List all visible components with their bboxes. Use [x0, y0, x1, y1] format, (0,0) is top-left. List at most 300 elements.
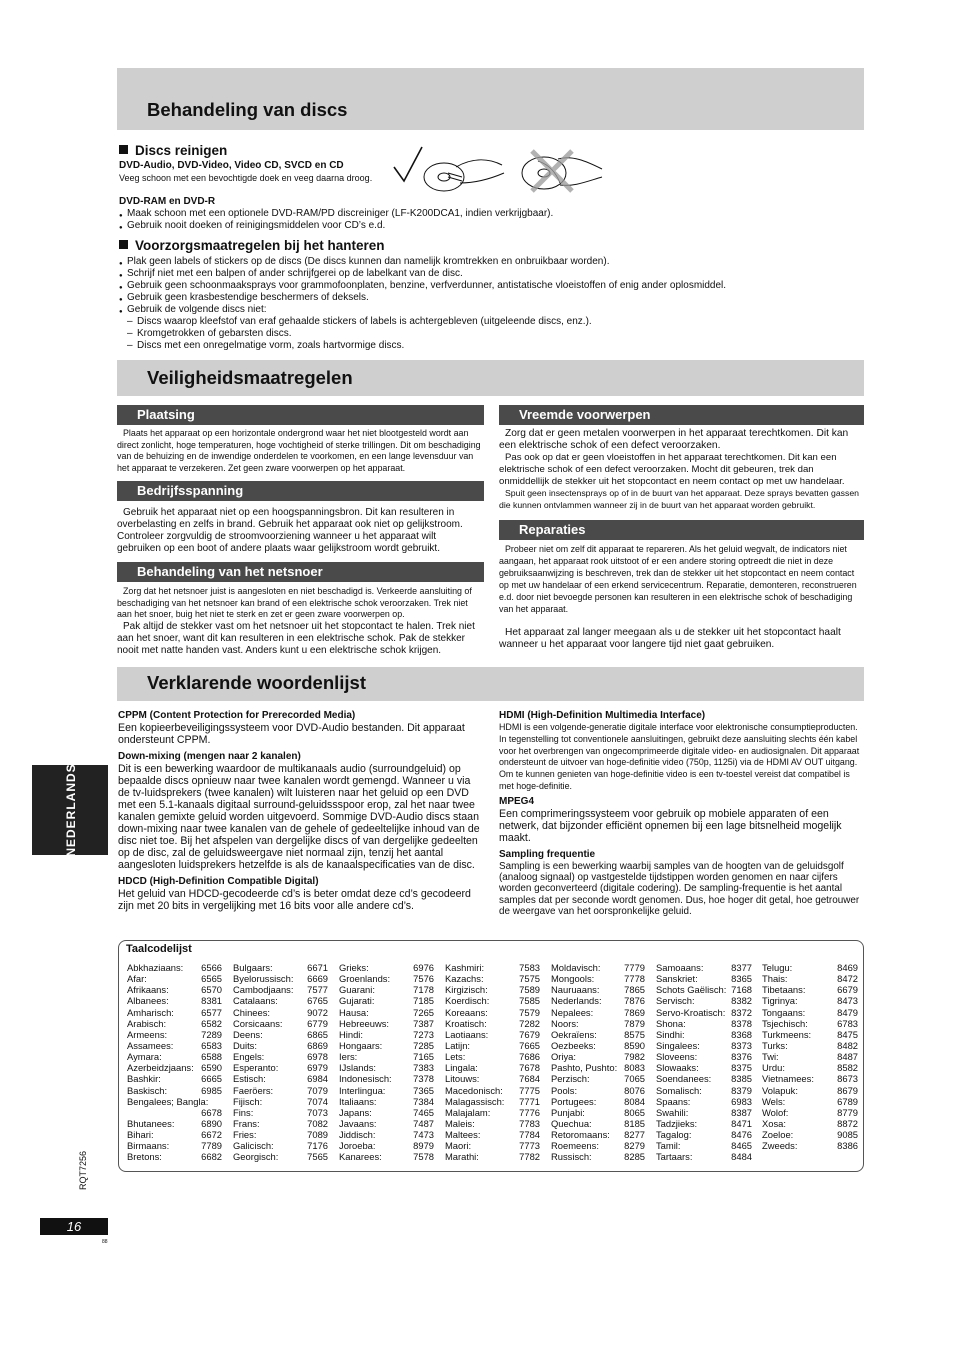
language-code: 8590 — [624, 1039, 645, 1051]
cleaning-subheading: DVD-Audio, DVD-Video, Video CD, SVCD en CD — [119, 160, 344, 171]
language-code: 9072 — [307, 1006, 328, 1018]
language-row — [233, 973, 328, 984]
language-name: Tongaans: — [762, 1006, 806, 1018]
language-name: Kirgizisch: — [445, 984, 488, 996]
language-row — [127, 984, 222, 995]
language-row — [656, 1018, 752, 1029]
language-row — [656, 1107, 752, 1118]
list-item: ● Maak schoon met een optionele DVD-RAM/PD discreiniger (LF-K200DCA1, indien verkrijgbaar). — [119, 208, 849, 220]
language-code: 7577 — [307, 984, 328, 996]
language-row — [445, 1151, 540, 1162]
language-code: 8076 — [624, 1084, 645, 1096]
language-name: Bretons: — [127, 1151, 162, 1163]
language-code: 7178 — [413, 984, 434, 996]
language-code: 8472 — [837, 973, 858, 985]
language-code: 7982 — [624, 1051, 645, 1063]
language-row — [656, 1085, 752, 1096]
language-code: 7565 — [307, 1151, 328, 1163]
glossary-definition: Dit is een bewerking waardoor de multikanaals audio (surroundgeluid) op bepaalde discs opnieuw naar twee kanalen wordt gemengd. Wanneer u via de tv-luidsprekers (twee kanalen) wilt luisteren naar het geluid op een DVD met een 5.1-kanaals digitaal surround-geluidssspoor erop, zal het naar twee kanalen gemixte geluid worden uitgevoerd. Sommige DVD-Audio discs staan down-mixing naar twee kanalen van de gehele of gedeeltelijke inhoud van de disc niet toe. Bij het afspelen van dergelijke discs of van dergelijke gedeelten op de disc, zal de geluidsweergave niet normaal zijn, tenzij het aantal aangesloten luidsprekers hetzelfde is als de kanaalspecificaties van de disc. — [118, 763, 480, 871]
language-code: 7879 — [624, 1017, 645, 1029]
language-name: Retoromaans: — [551, 1129, 610, 1141]
language-code: 7387 — [413, 1017, 434, 1029]
language-code: 8673 — [837, 1073, 858, 1085]
language-name: Tartaars: — [656, 1151, 693, 1163]
section-header-glossary — [117, 667, 864, 701]
language-row — [551, 1007, 645, 1018]
language-code: 8185 — [624, 1117, 645, 1129]
language-code: 6565 — [201, 973, 222, 985]
language-row — [656, 1151, 752, 1162]
language-code: 7775 — [519, 1084, 540, 1096]
language-column — [339, 962, 434, 1163]
language-name: Birmaans: — [127, 1140, 170, 1152]
language-name: Iers: — [339, 1051, 358, 1063]
language-row — [762, 962, 858, 973]
glossary-right-column — [499, 710, 863, 917]
section-title: Behandeling van discs — [147, 99, 348, 120]
language-code: 8385 — [731, 1073, 752, 1085]
language-code: 7487 — [413, 1117, 434, 1129]
language-name: Kazachs: — [445, 973, 484, 985]
language-code: 8475 — [837, 1028, 858, 1040]
language-name: Fries: — [233, 1129, 257, 1141]
language-row — [445, 1096, 540, 1107]
disc-cleaning-illustration — [390, 143, 610, 195]
list-item: – Kromgetrokken of gebarsten discs. — [127, 328, 859, 340]
subheader-repairs: Reparaties — [499, 520, 864, 540]
square-bullet-icon — [119, 145, 128, 154]
language-code: 6678 — [201, 1106, 222, 1118]
language-row — [339, 1051, 434, 1062]
language-name: Malajalam: — [445, 1106, 491, 1118]
language-row — [233, 1129, 328, 1140]
glossary-definition: Een comprimeringssysteem voor gebruik op mobiele apparaten of een netwerk, dat bijzonder efficiënt opnemen bij een lage bitsnelheid mogelijk maakt. — [499, 807, 842, 844]
language-name: Javaans: — [339, 1117, 377, 1129]
language-row — [656, 1007, 752, 1018]
language-row — [445, 1051, 540, 1062]
language-code: 8386 — [837, 1140, 858, 1152]
language-code: 6869 — [307, 1039, 328, 1051]
language-name: Catalaans: — [233, 995, 278, 1007]
foreign-text: Zorg dat er geen metalen voorwerpen in het apparaat terechtkomen. Dit kan een elektrische schok of een defect veroorzaken. Pas ook op dat er geen vloeistoffen in het apparaat terechtkomen. Dit kan een elektrische schok of een defect veroorzaken. Mocht dit gebeuren, trek dan onmiddellijk de stekker uit het stopcontact en neem contact op met uw handelaar. Spuit geen insectensprays op of in de buurt van het apparaat. Deze sprays bevatten gassen die kunnen ontvlammen wanneer zij in de buurt van het apparaat worden gebruikt. — [499, 428, 860, 510]
language-row — [762, 1096, 858, 1107]
language-row — [233, 1029, 328, 1040]
language-name: Italiaans: — [339, 1095, 377, 1107]
language-row — [762, 1040, 858, 1051]
language-name: Afar: — [127, 973, 147, 985]
language-row — [339, 984, 434, 995]
language-code: 6890 — [201, 1117, 222, 1129]
language-name: Koreaans: — [445, 1006, 488, 1018]
language-row — [127, 1007, 222, 1018]
language-name: Turkmeens: — [762, 1028, 812, 1040]
language-code: 6588 — [201, 1051, 222, 1063]
language-code: 7176 — [307, 1140, 328, 1152]
language-name: Zweeds: — [762, 1140, 798, 1152]
language-code: 7686 — [519, 1051, 540, 1063]
language-name: Grieks: — [339, 962, 369, 973]
language-name: Lingala: — [445, 1062, 478, 1074]
language-row — [762, 1107, 858, 1118]
language-name: Maltees: — [445, 1129, 481, 1141]
subheader-foreign: Vreemde voorwerpen — [499, 405, 864, 425]
language-code: 7789 — [201, 1140, 222, 1152]
language-row — [339, 1073, 434, 1084]
language-row — [551, 1118, 645, 1129]
language-name: Maori: — [445, 1140, 472, 1152]
language-row — [127, 1140, 222, 1151]
language-code: 7282 — [519, 1017, 540, 1029]
language-row — [339, 1029, 434, 1040]
language-code: 8381 — [201, 995, 222, 1007]
language-name: Wolof: — [762, 1106, 789, 1118]
language-row — [233, 1140, 328, 1151]
section-header-safety — [117, 360, 864, 396]
page-number: 16 — [40, 1218, 108, 1235]
language-name: Soendanees: — [656, 1073, 712, 1085]
cord-text: Zorg dat het netsnoer juist is aangesloten en niet beschadigd is. Verkeerde aansluiting of beschadiging van het netsnoer kan brand of een elektrische schok veroorzaken. Trek niet aan het snoer, buig het niet te sterk en zet er geen zware voorwerpen op. Pak altijd de stekker vast om het netsnoer uit het stopcontact te halen. Trek niet aan het snoer, want dit kan resulteren in een elektrische schok. Pak de stekker nooit met natte handen vast. Anders kunt u een elektrische schok krijgen. — [117, 586, 475, 657]
language-code: 6566 — [201, 962, 222, 973]
language-code: 7684 — [519, 1073, 540, 1085]
language-name: Twi: — [762, 1051, 779, 1063]
language-code: 6789 — [837, 1095, 858, 1107]
language-code: 6783 — [837, 1017, 858, 1029]
subheader-cord: Behandeling van het netsnoer — [117, 562, 484, 582]
language-name: Armeens: — [127, 1028, 168, 1040]
language-name: Singalees: — [656, 1039, 700, 1051]
language-row — [551, 1018, 645, 1029]
language-name: Cambodjaans: — [233, 984, 294, 996]
language-row — [339, 1129, 434, 1140]
language-row — [762, 973, 858, 984]
language-column — [762, 962, 858, 1151]
language-name: Turks: — [762, 1039, 788, 1051]
handling-list — [119, 256, 859, 352]
language-row — [445, 1129, 540, 1140]
language-code: 7585 — [519, 995, 540, 1007]
list-item: ● Gebruik de volgende discs niet: — [119, 304, 859, 316]
language-name: Tadzjieks: — [656, 1117, 698, 1129]
language-name: Nederlands: — [551, 995, 602, 1007]
language-code: 6983 — [731, 1095, 752, 1107]
language-code: 7679 — [519, 1028, 540, 1040]
language-name: Jiddisch: — [339, 1129, 376, 1141]
language-row — [339, 1118, 434, 1129]
language-row — [445, 1073, 540, 1084]
language-name: Nepalees: — [551, 1006, 594, 1018]
language-name: Bulgaars: — [233, 962, 273, 973]
language-row — [445, 1085, 540, 1096]
language-row — [233, 1073, 328, 1084]
language-row — [656, 1062, 752, 1073]
language-row — [551, 1140, 645, 1151]
language-code: 7589 — [519, 984, 540, 996]
subheader-voltage: Bedrijfsspanning — [117, 481, 484, 501]
ram-bullet-list — [119, 208, 849, 232]
language-name: Corsicaans: — [233, 1017, 283, 1029]
language-name: Tsjechisch: — [762, 1017, 808, 1029]
language-code: 8469 — [837, 962, 858, 973]
language-code: 9085 — [837, 1129, 858, 1141]
language-name: Deens: — [233, 1028, 263, 1040]
language-row — [233, 995, 328, 1006]
language-code: 8679 — [837, 1084, 858, 1096]
language-code: 7876 — [624, 995, 645, 1007]
language-row — [233, 1151, 328, 1162]
language-name: Zoeloe: — [762, 1129, 794, 1141]
language-row — [551, 1029, 645, 1040]
language-name: Aymara: — [127, 1051, 162, 1063]
document-code: RQT7256 — [78, 1150, 88, 1190]
language-name: Tibetaans: — [762, 984, 806, 996]
language-row — [233, 962, 328, 973]
language-code: 6582 — [201, 1017, 222, 1029]
language-name: Spaans: — [656, 1095, 691, 1107]
language-name: Assamees: — [127, 1039, 174, 1051]
language-row — [339, 1107, 434, 1118]
language-row — [445, 1018, 540, 1029]
glossary-definition: Het geluid van HDCD-gecodeerde cd’s is beter omdat deze cd’s gecodeerd zijn met 20 bits in vergelijking met 16 bits voor alle andere cd’s. — [118, 888, 471, 912]
repairs-text: Probeer niet om zelf dit apparaat te repareren. Als het geluid wegvalt, de indicators niet aangaan, het apparaat rook uitstoot of er een andere storing optreedt die niet in deze gebruiksaanwijzing is beschreven, trek dan de stekker uit het stopcontact en neem contact op met uw handelaar of een erkend servicecentrum. Reparatie, demonteren, reconstrueren e.d. door niet bevoegde personen kan resulteren in een elektrische schok of beschadiging van het apparaat. Het apparaat zal langer meegaan als u de stekker uit het stopcontact haalt wanneer u het apparaat voor langere tijd niet gaat gebruiken. — [499, 544, 857, 650]
language-row — [551, 973, 645, 984]
language-code: 6577 — [201, 1006, 222, 1018]
language-code: 6979 — [307, 1062, 328, 1074]
language-name: Abkhaziaans: — [127, 962, 184, 973]
language-name: Punjabi: — [551, 1106, 585, 1118]
language-row — [656, 973, 752, 984]
language-code: 7168 — [731, 984, 752, 996]
language-row — [339, 1062, 434, 1073]
language-code: 6665 — [201, 1073, 222, 1085]
language-code: 7165 — [413, 1051, 434, 1063]
language-code: 8479 — [837, 1006, 858, 1018]
language-name: Oezbeeks: — [551, 1039, 596, 1051]
language-name: Roemeens: — [551, 1140, 599, 1152]
language-row — [339, 1018, 434, 1029]
list-item: ● Schrijf niet met een balpen of ander schrijfgerei op de labelkant van de disc. — [119, 268, 859, 280]
language-row — [445, 1107, 540, 1118]
language-code: 8779 — [837, 1106, 858, 1118]
language-name: Groenlands: — [339, 973, 391, 985]
language-name: Duits: — [233, 1039, 257, 1051]
language-name: Shona: — [656, 1017, 686, 1029]
language-row — [233, 984, 328, 995]
language-code: 8277 — [624, 1129, 645, 1141]
ram-subheading: DVD-RAM en DVD-R — [119, 196, 216, 207]
language-row — [339, 995, 434, 1006]
language-name: Litouws: — [445, 1073, 480, 1085]
language-code: 7773 — [519, 1140, 540, 1152]
language-code: 8379 — [731, 1084, 752, 1096]
language-code: 8279 — [624, 1140, 645, 1152]
glossary-definition: Sampling is een bewerking waarbij samples van de hoogten van de geluidsgolf (analoog signaal) op vastgestelde tijdstippen worden genomen en naar cijfers worden geconverteerd (digitale codering). De sampling-frequentie is het aantal samples dat per seconde wordt genomen. Dus, hoe hoger dit getal, hoe getrouwer de weergave van het oorspronkelijke geluid. — [499, 860, 860, 917]
language-row — [445, 962, 540, 973]
language-row — [445, 973, 540, 984]
language-name: Pashto, Pushto: — [551, 1062, 618, 1074]
language-row — [127, 1085, 222, 1096]
language-row — [233, 1051, 328, 1062]
list-item: – Discs met een onregelmatige vorm, zoals hartvormige discs. — [127, 340, 859, 352]
language-row — [762, 1007, 858, 1018]
language-code: 8476 — [731, 1129, 752, 1141]
section-header-discs — [117, 68, 864, 130]
section-title: Verklarende woordenlijst — [147, 672, 366, 693]
language-name: Somalisch: — [656, 1084, 702, 1096]
language-row — [656, 1051, 752, 1062]
language-code: 7473 — [413, 1129, 434, 1141]
language-code: 6978 — [307, 1051, 328, 1063]
language-name: Kanarees: — [339, 1151, 382, 1163]
language-name: Schots Gaëlisch: — [656, 984, 727, 996]
language-row — [445, 1007, 540, 1018]
cleaning-heading: Discs reinigen — [119, 143, 227, 158]
language-name: Fijisch: — [233, 1095, 263, 1107]
language-name: Xosa: — [762, 1117, 786, 1129]
language-name: Sanskriet: — [656, 973, 698, 985]
language-row — [762, 1062, 858, 1073]
language-name: Sindhi: — [656, 1028, 685, 1040]
language-name: Russisch: — [551, 1151, 592, 1163]
language-row — [656, 1096, 752, 1107]
language-name: Koerdisch: — [445, 995, 490, 1007]
language-column — [551, 962, 645, 1163]
language-code: 6779 — [307, 1017, 328, 1029]
language-code: 7465 — [413, 1106, 434, 1118]
language-row — [551, 1040, 645, 1051]
language-code: 7365 — [413, 1084, 434, 1096]
glossary-left-column — [118, 710, 480, 912]
language-row — [339, 1096, 434, 1107]
language-code: 8575 — [624, 1028, 645, 1040]
language-row — [656, 1118, 752, 1129]
language-name: Sloveens: — [656, 1051, 698, 1063]
language-name: Joroeba: — [339, 1140, 376, 1152]
language-name: Pools: — [551, 1084, 578, 1096]
language-code: 8979 — [413, 1140, 434, 1152]
handling-heading: Voorzorgsmaatregelen bij het hanteren — [119, 238, 385, 253]
list-item: – Discs waarop kleefstof van eraf gehaalde stickers of labels is achtergebleven (uitgeleende discs, enz.). — [127, 316, 859, 328]
language-row — [762, 1085, 858, 1096]
language-row — [445, 1118, 540, 1129]
language-name: Hongaars: — [339, 1039, 383, 1051]
language-code: 7383 — [413, 1062, 434, 1074]
language-row — [127, 1051, 222, 1062]
language-code: 6765 — [307, 995, 328, 1007]
language-name: Latijn: — [445, 1039, 471, 1051]
language-name: Hebreeuws: — [339, 1017, 390, 1029]
language-name: Oekraïens: — [551, 1028, 597, 1040]
language-name: Japans: — [339, 1106, 372, 1118]
language-code: 8484 — [731, 1151, 752, 1163]
language-code: 6672 — [201, 1129, 222, 1141]
language-name: Nauruaans: — [551, 984, 600, 996]
language-name: Noors: — [551, 1017, 579, 1029]
language-name: Afrikaans: — [127, 984, 169, 996]
language-row — [445, 1040, 540, 1051]
language-code: 8465 — [731, 1140, 752, 1152]
language-code: 8382 — [731, 995, 752, 1007]
language-name: Wels: — [762, 1095, 786, 1107]
language-name: Hausa: — [339, 1006, 369, 1018]
language-name: Bengalees; Bangla: — [127, 1095, 209, 1107]
language-code: 7289 — [201, 1028, 222, 1040]
language-row — [762, 1051, 858, 1062]
language-name: Frans: — [233, 1117, 260, 1129]
language-code: 6590 — [201, 1062, 222, 1074]
language-name: Kashmiri: — [445, 962, 485, 973]
language-name: Perzisch: — [551, 1073, 590, 1085]
language-row — [656, 984, 752, 995]
language-row — [339, 1007, 434, 1018]
language-code: 8373 — [731, 1039, 752, 1051]
language-row — [762, 1018, 858, 1029]
square-bullet-icon — [119, 240, 128, 249]
language-name: Quechua: — [551, 1117, 592, 1129]
language-row — [127, 1129, 222, 1140]
language-code: 6865 — [307, 1028, 328, 1040]
language-code: 8285 — [624, 1151, 645, 1163]
language-code: 8378 — [731, 1017, 752, 1029]
language-code: 8375 — [731, 1062, 752, 1074]
language-row — [762, 1073, 858, 1084]
language-name: Chinees: — [233, 1006, 271, 1018]
language-column — [127, 962, 222, 1163]
language-code: 7273 — [413, 1028, 434, 1040]
language-row — [127, 1040, 222, 1051]
language-name: Servisch: — [656, 995, 695, 1007]
glossary-term: MPEG4 — [499, 795, 535, 807]
language-name: Estisch: — [233, 1073, 266, 1085]
language-code: 6984 — [307, 1073, 328, 1085]
language-name: Oriya: — [551, 1051, 577, 1063]
language-code: 7082 — [307, 1117, 328, 1129]
language-code: 6976 — [413, 962, 434, 973]
language-code: 7265 — [413, 1006, 434, 1018]
list-item: ● Gebruik geen schoonmaaksprays voor grammofoonplaten, benzine, verfverdunner, antistatische vloeistoffen of enig ander oplosmiddel. — [119, 280, 859, 292]
language-code: 7285 — [413, 1039, 434, 1051]
language-name: Amharisch: — [127, 1006, 174, 1018]
language-name: Macedonisch: — [445, 1084, 503, 1096]
language-name: Azerbeidzjaans: — [127, 1062, 194, 1074]
language-row — [127, 962, 222, 973]
language-code: 8365 — [731, 973, 752, 985]
language-code: 7784 — [519, 1129, 540, 1141]
language-name: Volapuk: — [762, 1084, 798, 1096]
language-row — [551, 962, 645, 973]
language-row — [445, 1029, 540, 1040]
language-name: Mongools: — [551, 973, 595, 985]
language-code: 7065 — [624, 1073, 645, 1085]
language-code: 8582 — [837, 1062, 858, 1074]
language-code: 7779 — [624, 962, 645, 973]
language-name: Urdu: — [762, 1062, 785, 1074]
glossary-term: Sampling frequentie — [499, 848, 596, 860]
language-code: 7665 — [519, 1039, 540, 1051]
language-code: 7583 — [519, 962, 540, 973]
language-code: 8083 — [624, 1062, 645, 1074]
language-code: 8387 — [731, 1106, 752, 1118]
language-column — [233, 962, 328, 1163]
language-row — [233, 1018, 328, 1029]
language-code: 7783 — [519, 1117, 540, 1129]
language-row — [551, 1096, 645, 1107]
language-row — [762, 995, 858, 1006]
language-row — [551, 1085, 645, 1096]
language-row — [656, 1140, 752, 1151]
language-name: Lets: — [445, 1051, 466, 1063]
language-row — [551, 1107, 645, 1118]
language-row — [127, 995, 222, 1006]
